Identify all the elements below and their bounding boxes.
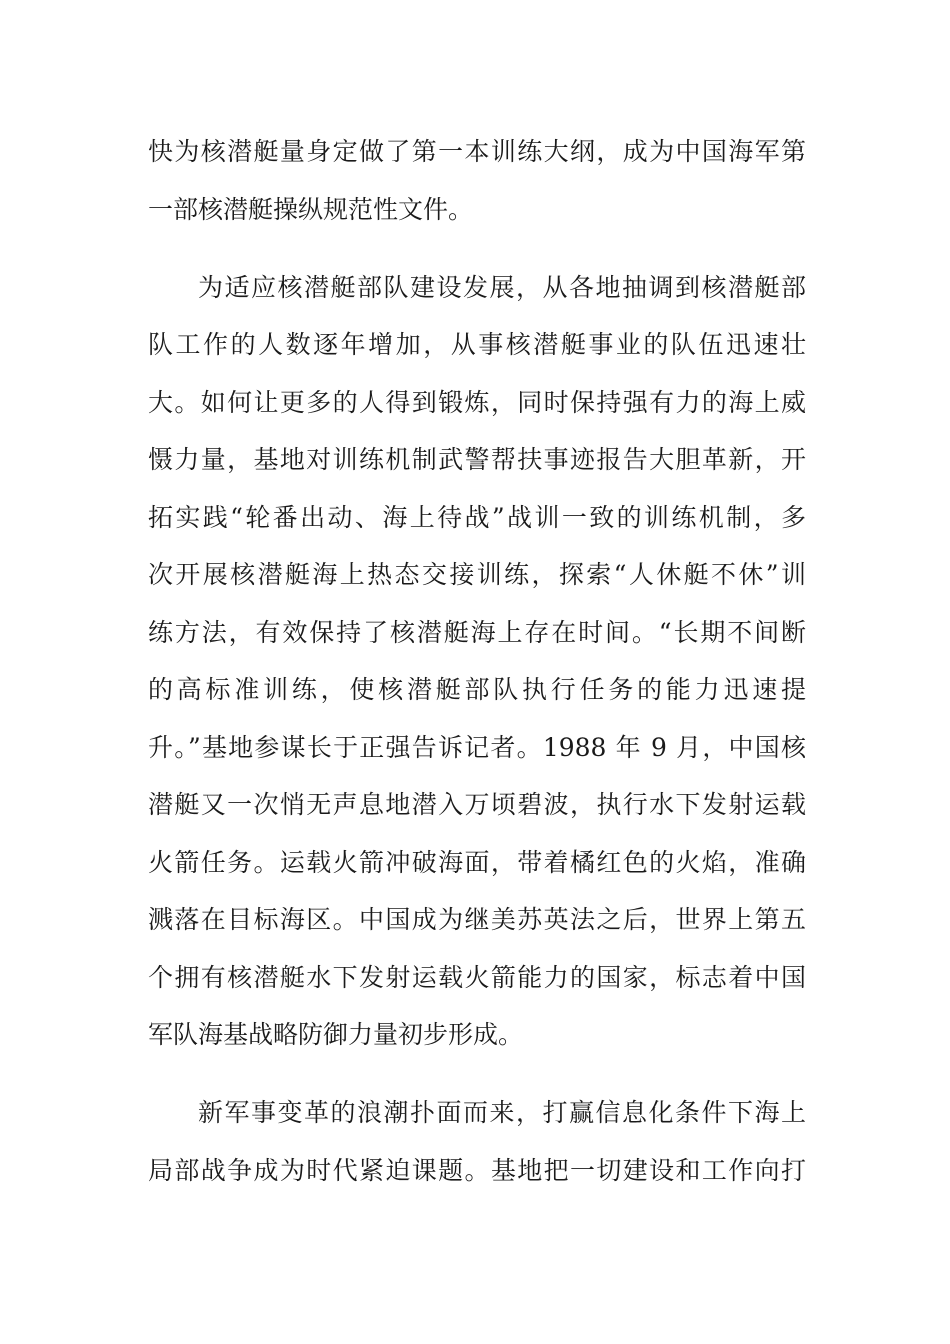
text-line: 为适应核潜艇部队建设发展，从各地抽调到核潜艇部	[198, 272, 806, 302]
text-line: 慑力量，基地对训练机制武警帮扶事迹报告大胆革新，开	[148, 445, 806, 474]
text-line: 次开展核潜艇海上热态交接训练，探索“人休艇不休”训	[148, 560, 806, 589]
text-line: 火箭任务。运载火箭冲破海面，带着橘红色的火焰，准确	[148, 847, 806, 877]
text-line: 升。”基地参谋长于正强告诉记者。1988 年 9 月，中国核	[148, 732, 806, 762]
paragraph-3	[148, 1090, 806, 1193]
paragraph-1	[148, 129, 806, 232]
text-line: 个拥有核潜艇水下发射运载火箭能力的国家，标志着中国	[148, 962, 806, 992]
text-line: 一部核潜艇操纵规范性文件。	[148, 194, 474, 224]
text-line: 练方法，有效保持了核潜艇海上存在时间。“长期不间断	[148, 617, 806, 647]
text-line: 军队海基战略防御力量初步形成。	[148, 1020, 524, 1049]
text-line: 大。如何让更多的人得到锻炼，同时保持强有力的海上威	[148, 387, 806, 417]
text-line: 快为核潜艇量身定做了第一本训练大纲，成为中国海军第	[148, 137, 806, 166]
document-body	[148, 129, 806, 1205]
text-line: 溅落在目标海区。中国成为继美苏英法之后，世界上第五	[148, 905, 806, 934]
paragraph-2	[148, 265, 806, 1058]
text-line: 拓实践“轮番出动、海上待战”战训一致的训练机制，多	[148, 502, 806, 532]
text-line: 的高标准训练，使核潜艇部队执行任务的能力迅速提	[148, 675, 806, 704]
text-line: 新军事变革的浪潮扑面而来，打赢信息化条件下海上	[198, 1098, 806, 1127]
text-line: 局部战争成为时代紧迫课题。基地把一切建设和工作向打	[148, 1155, 806, 1185]
text-line: 潜艇又一次悄无声息地潜入万顷碧波，执行水下发射运载	[148, 790, 806, 819]
text-line: 队工作的人数逐年增加，从事核潜艇事业的队伍迅速壮	[148, 330, 806, 359]
